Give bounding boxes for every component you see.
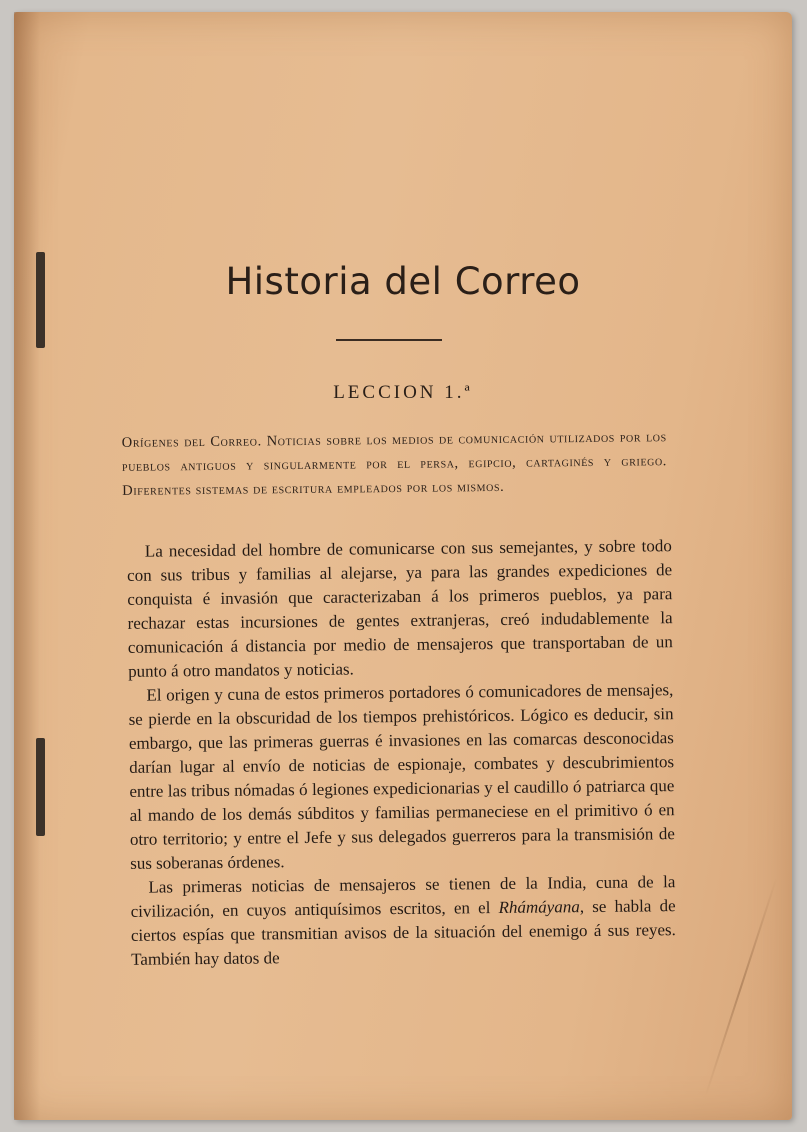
book-page bbox=[14, 12, 792, 1120]
rhamayana-italic: Rhámáyana bbox=[498, 897, 580, 917]
paragraph-3-end: , se habla de ciertos espías que transmitian avisos de la situación del enemigo á sus reyes. También hay datos de bbox=[130, 896, 676, 969]
binding-staple-bottom bbox=[36, 738, 45, 836]
paragraph-2: El origen y cuna de estos primeros portadores ó comunicadores de mensajes, se pierde en la obscuridad de los tiempos prehistóricos. Lógico es deducir, sin embargo, que las primeras guerras é invasiones en las comarcas desconocidas darían lugar al envío de noticias de espionaje, combates y descubrimientos entre las tribus nómadas ó legiones expedicionarias y el caudillo ó patriarca que al mando de los demás súbditos y familias permaneciese en el primitivo ó en otro territorio; y entre el Jefe y sus delegados guerreros para la transmisión de sus soberanas órdenes. bbox=[128, 680, 675, 873]
paragraph-3 bbox=[130, 870, 676, 972]
page-crease bbox=[705, 877, 778, 1096]
spine-shadow bbox=[14, 12, 40, 1120]
page-title: Historia del Correo bbox=[225, 260, 581, 303]
paragraph-1: La necesidad del hombre de comunicarse con sus semejantes, y sobre todo con sus tribus y familias al alejarse, ya para las grandes expediciones de conquista é invasión que caracterizaban á los primeros pueblos, ya para rechazar estas incursiones de gentes extranjeras, creó indudablemente la comunicación á distancia por medio de mensajeros que transportaban de un punto á otro mandatos y noticias. bbox=[127, 536, 673, 681]
lesson-heading: LECCION 1.ª bbox=[333, 382, 473, 403]
paragraph-3-start: Las primeras noticias de mensajeros se tienen de la India, cuna de la civilización, en cuyos antiquísimos escritos, en el bbox=[130, 872, 676, 921]
body-text bbox=[127, 534, 676, 972]
lesson-summary: Orígenes del Correo. Noticias sobre los medios de comunicación utilizados por los pueblos antiguos y singularmente por el persa, egipcio, cartaginés y griego. Diferentes sistemas de escritura empleados por los mismos. bbox=[121, 429, 668, 499]
title-divider bbox=[336, 339, 442, 341]
